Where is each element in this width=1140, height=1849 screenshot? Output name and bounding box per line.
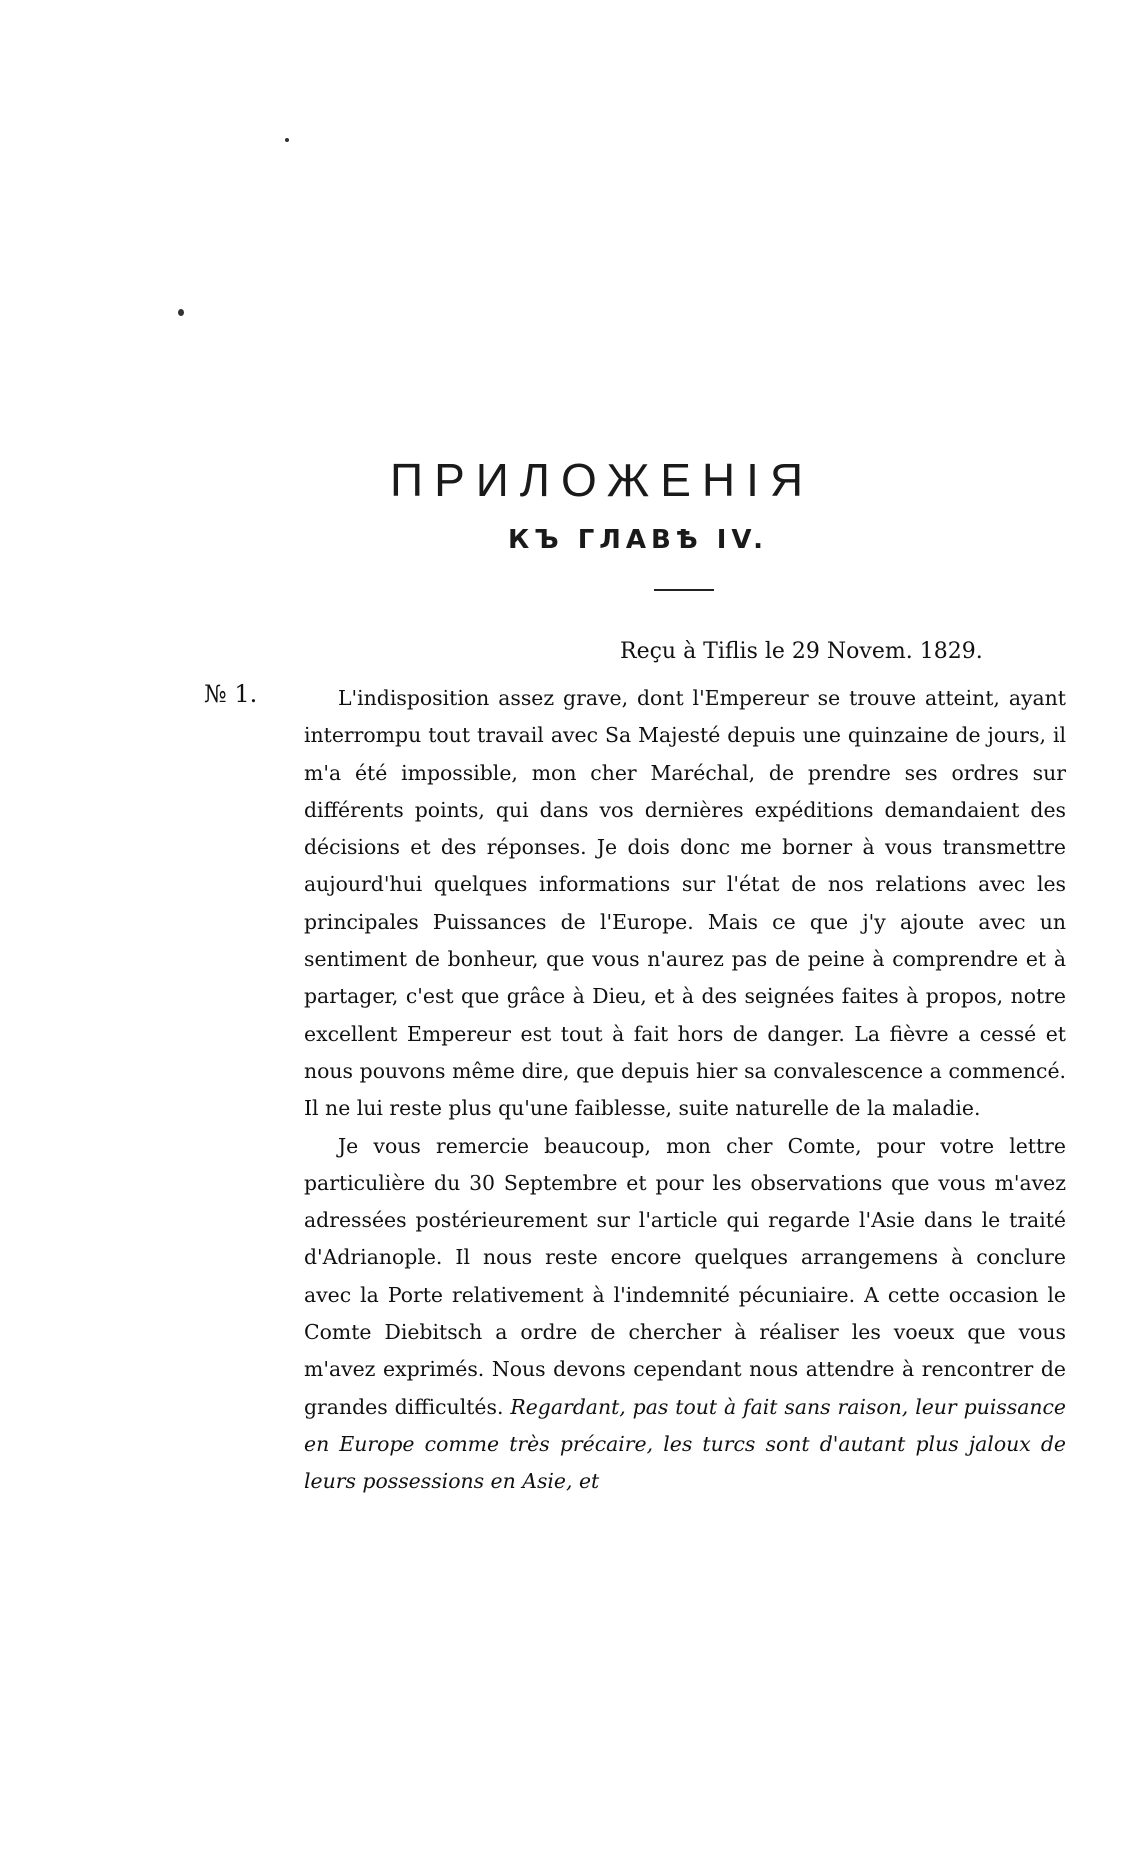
letter-paragraph-2-italic: Regardant, pas tout à fait sans raison, leur puissance en Europe comme très précaire, les turcs sont d'autant plus jaloux de leurs possessions en Asie, et bbox=[304, 1394, 1066, 1494]
page-title: ПРИЛОЖЕНІЯ bbox=[390, 454, 815, 506]
letter-paragraph-2 bbox=[304, 1128, 1066, 1501]
letter-paragraph-1: L'indisposition assez grave, dont l'Empereur se trouve atteint, ayant interrompu tout travail avec Sa Majesté depuis une quinzaine de jours, il m'a été impossible, mon cher Maréchal, de prendre ses ordres sur différents points, qui dans vos dernières expéditions demandaient des décisions et des réponses. Je dois donc me borner à vous transmettre aujourd'hui quelques informations sur l'état de nos relations avec les principales Puissances de l'Europe. Mais ce que j'y ajoute avec un sentiment de bonheur, que vous n'aurez pas de peine à comprendre et à partager, c'est que grâce à Dieu, et à des seignées faites à propos, notre excellent Empereur est tout à fait hors de danger. La fièvre a cessé et nous pouvons même dire, que depuis hier sa convalescence a commencé. Il ne lui reste plus qu'une faiblesse, suite naturelle de la maladie. bbox=[304, 686, 1066, 1121]
title-rule bbox=[654, 589, 714, 591]
letter-body bbox=[304, 680, 1066, 1501]
print-speck bbox=[178, 309, 184, 316]
document-number: № 1. bbox=[204, 680, 258, 708]
chapter-subtitle: КЪ ГЛАВѢ IV. bbox=[508, 525, 769, 555]
print-speck bbox=[285, 138, 289, 142]
letter-paragraph-2-text: Je vous remercie beaucoup, mon cher Comte, pour votre lettre particulière du 30 Septembre et pour les observations que vous m'avez adressées postérieurement sur l'article qui regarde l'Asie dans le traité d'Adrianople. Il nous reste encore quelques arrangemens à conclure avec la Porte relativement à l'indemnité pécuniaire. A cette occasion le Comte Diebitsch a ordre de chercher à réaliser les voeux que vous m'avez exprimés. Nous devons cependant nous attendre à rencontrer de grandes difficultés. bbox=[304, 1133, 1066, 1419]
received-line: Reçu à Tiflis le 29 Novem. 1829. bbox=[620, 639, 983, 664]
